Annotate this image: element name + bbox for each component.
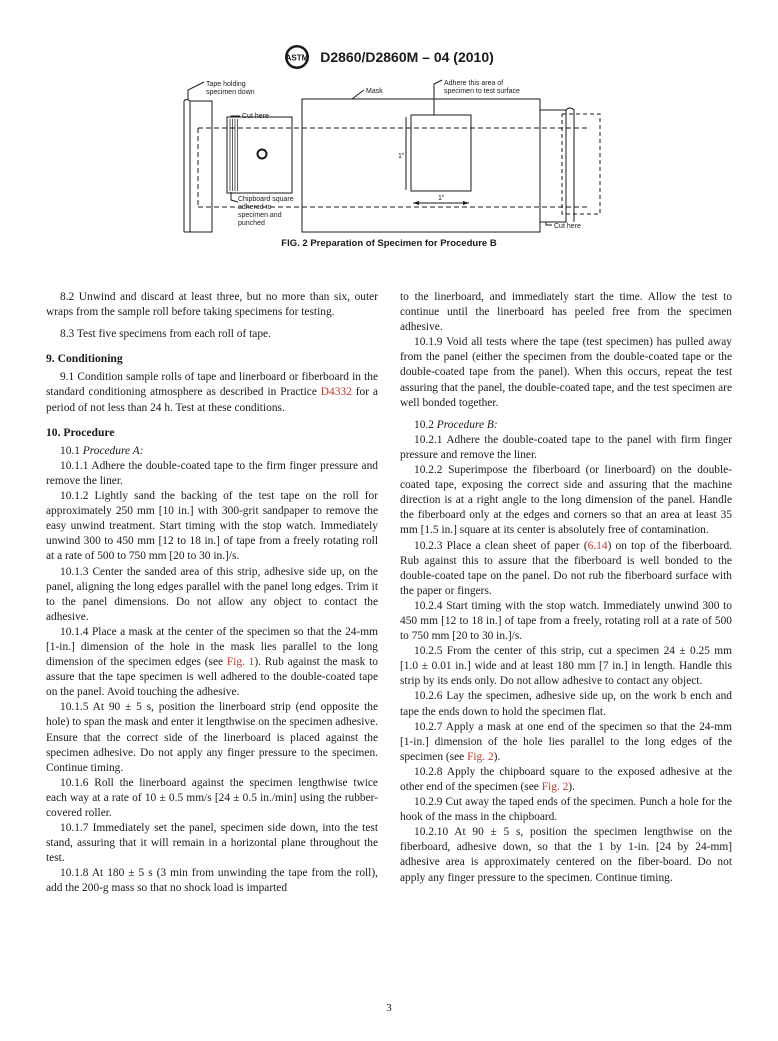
para-10-2-7: 10.2.7 Apply a mask at one end of the specimen so that the 24-mm [1-in.] dimension of the hole lies parallel to the long edges of the specimen (see Fig. 2). — [400, 720, 732, 763]
standard-designation: D2860/D2860M – 04 (2010) — [320, 49, 494, 65]
page-number: 3 — [386, 1002, 392, 1014]
label-mask: Mask — [366, 88, 383, 95]
para-10-2-6: 10.2.6 Lay the specimen, adhesive side up, on the work b ench and tape the ends down to hold the specimen flat. — [400, 690, 732, 718]
link-d4332[interactable]: D4332 — [320, 386, 352, 399]
figure-2-diagram — [176, 72, 606, 242]
para-10-1-1: 10.1.1 Adhere the double-coated tape to the firm finger pressure and remove the liner. — [46, 459, 378, 487]
para-10-1-9: 10.1.9 Void all tests where the tape (test specimen) has pulled away from the panel (either the specimen from the double-coated tape or the double-coated tape from the panel). When this occurs, repeat the test assuring that the panel, the double-coated tape, and the test specimen are well bonded together. — [400, 336, 732, 409]
punched-hole — [258, 150, 267, 159]
astm-logo-icon — [284, 44, 310, 70]
para-10-2: 10.2 Procedure B: — [414, 418, 498, 431]
para-10-1-2: 10.1.2 Lightly sand the backing of the test tape on the roll for approximately 250 mm [10 in.] with 300-grit sandpaper to remove the easy unwind treatment. Start timing with the stop watch. Immediately unwind 300 to 450 mm [12 to 18 in.] of tape from a freely rotating roll at a rate of 500 to 750 mm [20 to 30 in.]/s. — [46, 490, 378, 563]
label-tape-holding-2: specimen down — [206, 89, 255, 96]
para-10-2-3: 10.2.3 Place a clean sheet of paper (6.14) on top of the fiberboard. Rub against this to assure that the fiberboard is well bonded to the double-coated tape on the panel. Do not rub the fiberboard surface with the paper or fingers. — [400, 539, 732, 597]
label-chipboard-2: adhered to — [238, 204, 272, 211]
label-adhere-1: Adhere this area of — [444, 80, 504, 87]
label-dim-horizontal: 1" — [438, 195, 445, 202]
label-cut-here-right: Cut here — [554, 223, 581, 230]
page-header — [0, 44, 778, 70]
para-10-1-4: 10.1.4 Place a mask at the center of the specimen so that the 24-mm [1-in.] dimension of the hole in the mask lies parallel to the long dimension of the specimen edges (see Fig. 1). Rub against the mask to assure that the tape specimen is well adhered to the double-coated tape on the panel. Avoid touching the adhesive. — [46, 625, 378, 699]
tape-holding-left — [184, 100, 212, 233]
left-column — [46, 290, 378, 897]
para-10-2-2: 10.2.2 Superimpose the fiberboard (or linerboard) on the double-coated tape, exposing the correct side and assuring that the machine direction is at a right angle to the long dimension of the panel. Handle the fiberboard only at the edges and corners so that an area at least 35 mm [1.5 in.] square at its center is absolutely free of contamination. — [400, 464, 732, 537]
mask-outline — [302, 99, 540, 232]
adhere-area — [411, 115, 471, 191]
link-fig-2-b[interactable]: Fig. 2 — [541, 781, 569, 793]
label-adhere-2: specimen to test surface — [444, 88, 520, 95]
para-9-1: 9.1 Condition sample rolls of tape and linerboard or fiberboard in the standard conditioning atmosphere as described in Practice D4332 for a period of not less than 24 h. Test at these conditions. — [46, 371, 378, 414]
para-8-2: 8.2 Unwind and discard at least three, but no more than six, outer wraps from the sample roll before taking specimens for testing. — [46, 291, 378, 319]
para-10-1-8: 10.1.8 At 180 ± 5 s (3 min from unwinding the tape from the roll), add the 200-g mass so that no shock load is imparted — [46, 867, 378, 895]
para-10-2-10: 10.2.10 At 90 ± 5 s, position the specimen lengthwise on the fiberboard, adhesive down, so that the 1 by 1-in. [24 by 24-mm] adhesive area is approximately centered on the fiber-board. Do not apply any finger pressure to the specimen. Continue timing. — [400, 826, 732, 884]
para-10-1-6: 10.1.6 Roll the linerboard against the specimen lengthwise twice each way at a rate of 10 ± 0.5 mm/s [24 ± 0.5 in./min] using the rubber-covered roller. — [46, 776, 378, 819]
para-10-1-8-cont: to the linerboard, and immediately start the time. Allow the test to continue until the linerboard has peeled free from the specimen adhesive. — [400, 291, 732, 334]
section-heading-9: 9. Conditioning — [46, 352, 123, 366]
label-dim-vertical: 1" — [398, 153, 405, 160]
para-10-1-5: 10.1.5 At 90 ± 5 s, position the linerboard strip (end opposite the hole) to span the mask and enter it lengthwise on the specimen adhesive. Ensure that the correct side of the linerboard is placed against the specimen adhesive. Do not apply any finger pressure to the specimen. Continue timing. — [46, 701, 378, 774]
label-cut-here-left: Cut here — [242, 113, 269, 120]
figure-caption: FIG. 2 Preparation of Specimen for Procedure B — [281, 238, 497, 249]
link-fig-2-a[interactable]: Fig. 2 — [467, 750, 494, 763]
para-8-3: 8.3 Test five specimens from each roll of tape. — [60, 328, 271, 341]
link-fig-1[interactable]: Fig. 1 — [226, 656, 255, 669]
right-column — [400, 290, 732, 886]
para-10-1: 10.1 Procedure A: — [60, 444, 144, 457]
para-10-2-5: 10.2.5 From the center of this strip, cut a specimen 24 ± 0.25 mm [1.0 ± 0.01 in.] wide and at least 180 mm [7 in.] in length. Handle this strip by its ends only. Do not allow adhesive to contact any object. — [400, 645, 732, 688]
para-10-1-7: 10.1.7 Immediately set the panel, specimen side down, into the test stand, assuring that it will remain in a horizontal plane throughout the test. — [46, 822, 378, 865]
para-10-2-1: 10.2.1 Adhere the double-coated tape to the panel with firm finger pressure and remove the liner. — [400, 433, 732, 461]
svg-text:ASTM: ASTM — [285, 53, 309, 63]
label-chipboard-1: Chipboard square — [238, 196, 294, 203]
para-10-2-9: 10.2.9 Cut away the taped ends of the specimen. Punch a hole for the hook of the mass in the chipboard. — [400, 796, 732, 824]
tape-holding-right — [540, 108, 574, 222]
label-chipboard-4: punched — [238, 220, 265, 227]
section-heading-10: 10. Procedure — [46, 425, 115, 439]
para-10-2-8: 10.2.8 Apply the chipboard square to the exposed adhesive at the other end of the specimen (see Fig. 2). — [400, 765, 732, 793]
label-tape-holding-1: Tape holding — [206, 81, 246, 88]
label-chipboard-3: specimen and — [238, 212, 282, 219]
para-10-2-4: 10.2.4 Start timing with the stop watch. Immediately unwind 300 to 450 mm [12 to 18 in.] of tape from a freely, rotating roll at a rate of 500 to 750 mm [20 to 30 in.]/s. — [400, 599, 732, 643]
link-6-14[interactable]: 6.14 — [587, 539, 608, 552]
para-10-1-3: 10.1.3 Center the sanded area of this strip, adhesive side up, on the panel, aligning the long edges parallel with the panel long edges. Trim it to the panel dimensions. Do not allow any object to contact the adhesive. — [46, 565, 378, 623]
